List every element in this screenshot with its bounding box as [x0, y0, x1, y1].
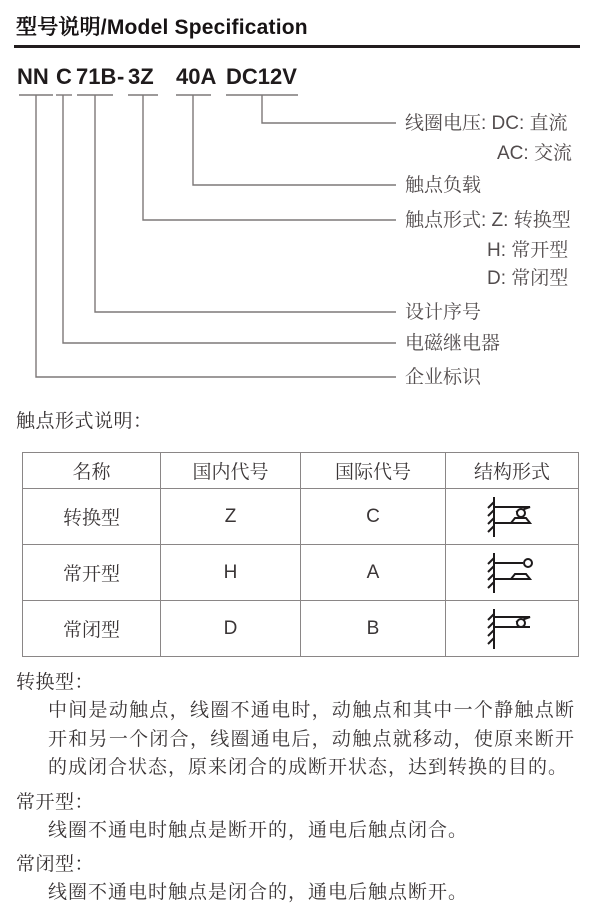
cell-name: 常开型	[23, 545, 161, 601]
model-segment-relay: C	[56, 64, 72, 89]
model-segment-form: 3Z	[128, 64, 154, 89]
cell-intl: A	[301, 545, 446, 601]
model-segment-voltage: DC12V	[226, 64, 297, 89]
description-term: 转换型：	[16, 672, 95, 693]
description-term: 常闭型：	[16, 854, 95, 875]
changeover-contact-icon	[484, 494, 540, 540]
connector-brand	[36, 95, 396, 377]
cell-intl: C	[301, 489, 446, 545]
model-segment-series: 71B	[76, 64, 117, 89]
model-segment-load: 40A	[176, 64, 217, 89]
header-intl-code: 国际代号	[301, 453, 446, 489]
callout-contact-load: 触点负载	[405, 175, 482, 196]
table-row	[23, 545, 579, 601]
model-segment-brand: NN	[17, 64, 49, 89]
callout-design-serial: 设计序号	[405, 302, 482, 323]
connector-load	[193, 95, 396, 185]
description-text: 线圈不通电时触点是断开的，通电后触点闭合。	[48, 819, 469, 841]
normally-open-contact-icon	[484, 550, 540, 596]
callout-relay: 电磁继电器	[405, 333, 501, 354]
connector-form	[143, 95, 396, 220]
cell-intl: B	[301, 601, 446, 657]
model-segment-dash: -	[117, 64, 125, 89]
description-text: 线圈不通电时触点是闭合的，通电后触点断开。	[48, 882, 469, 903]
contact-form-table	[22, 452, 579, 657]
connector-serial	[95, 95, 396, 312]
title-underline	[14, 45, 580, 48]
cell-name: 常闭型	[23, 601, 161, 657]
model-breakdown-diagram	[0, 60, 600, 400]
cell-name: 转换型	[23, 489, 161, 545]
callout-brand: 企业标识	[405, 367, 482, 388]
callout-contact-form: 触点形式: Z: 转换型	[405, 210, 571, 231]
cell-structure	[446, 489, 579, 545]
cell-structure	[446, 601, 579, 657]
page-title: 型号说明/Model Specification	[16, 16, 308, 39]
cell-domestic: D	[161, 601, 301, 657]
header-name: 名称	[23, 453, 161, 489]
table-row	[23, 489, 579, 545]
table-header-row	[23, 453, 579, 489]
normally-closed-contact-icon	[484, 606, 540, 652]
description-term: 常开型：	[16, 791, 95, 813]
connector-voltage	[262, 95, 396, 123]
contact-form-descriptions	[16, 663, 588, 908]
callout-coil-voltage-ac: AC: 交流	[497, 143, 572, 164]
contact-form-section-heading: 触点形式说明：	[16, 411, 153, 432]
table-row	[23, 601, 579, 657]
description-text: 中间是动触点，线圈不通电时，动触点和其中一个静触点断开和另一个闭合，线圈通电后，动触点就移动，使原来断开的成闭合状态，原来闭合的成断开状态，达到转换的目的。	[48, 700, 575, 778]
header-domestic-code: 国内代号	[161, 453, 301, 489]
header-structure: 结构形式	[446, 453, 579, 489]
callout-contact-form-h: H: 常开型	[487, 240, 569, 261]
cell-domestic: H	[161, 545, 301, 601]
cell-structure	[446, 545, 579, 601]
model-breakdown-svg	[0, 60, 600, 400]
cell-domestic: Z	[161, 489, 301, 545]
connector-relay	[63, 95, 396, 343]
callout-coil-voltage: 线圈电压: DC: 直流	[405, 113, 568, 134]
callout-contact-form-d: D: 常闭型	[487, 268, 569, 289]
